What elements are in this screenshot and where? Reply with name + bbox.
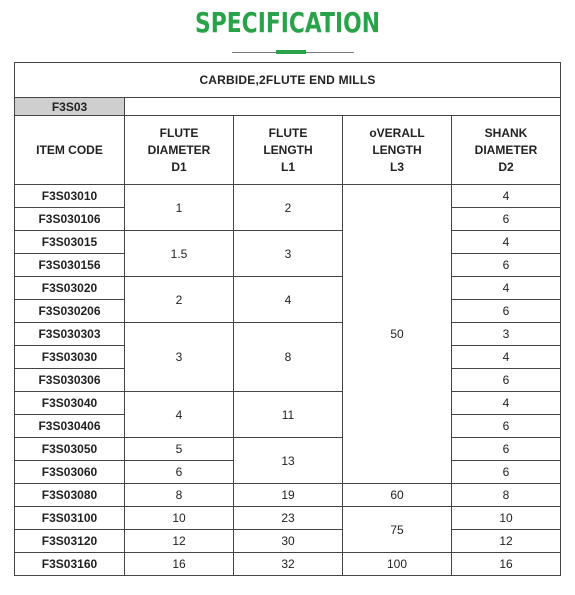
table-title-row bbox=[15, 63, 561, 98]
table-row bbox=[15, 553, 561, 576]
shank-diameter-cell: 6 bbox=[452, 415, 561, 438]
item-code-cell: F3S03060 bbox=[15, 461, 125, 484]
col-header-item-code bbox=[15, 116, 125, 185]
flute-length-cell: 2 bbox=[234, 185, 343, 231]
flute-diameter-cell: 12 bbox=[125, 530, 234, 553]
item-code-cell: F3S03080 bbox=[15, 484, 125, 507]
item-code-cell: F3S03120 bbox=[15, 530, 125, 553]
flute-length-cell: 8 bbox=[234, 323, 343, 392]
spec-table bbox=[14, 62, 561, 576]
shank-diameter-cell: 3 bbox=[452, 323, 561, 346]
shank-diameter-cell: 4 bbox=[452, 392, 561, 415]
table-row bbox=[15, 323, 561, 346]
header-line: L3 bbox=[389, 159, 404, 174]
table-row bbox=[15, 185, 561, 208]
header-line: ITEM CODE bbox=[36, 142, 103, 157]
flute-diameter-cell: 1.5 bbox=[125, 231, 234, 277]
col-header-flute-diameter bbox=[125, 116, 234, 185]
shank-diameter-cell: 6 bbox=[452, 438, 561, 461]
shank-diameter-cell: 6 bbox=[452, 300, 561, 323]
item-code-cell: F3S030306 bbox=[15, 369, 125, 392]
series-row bbox=[15, 98, 561, 116]
header-line: D1 bbox=[171, 159, 187, 174]
heading-divider-left bbox=[232, 52, 276, 53]
flute-diameter-cell: 4 bbox=[125, 392, 234, 438]
flute-diameter-cell: 3 bbox=[125, 323, 234, 392]
series-label: F3S03 bbox=[15, 98, 125, 116]
flute-diameter-cell: 6 bbox=[125, 461, 234, 484]
shank-diameter-cell: 10 bbox=[452, 507, 561, 530]
overall-length-cell: 100 bbox=[343, 553, 452, 576]
flute-diameter-cell: 10 bbox=[125, 507, 234, 530]
header-line: LENGTH bbox=[372, 142, 422, 157]
table-row bbox=[15, 392, 561, 415]
header-line: DIAMETER bbox=[147, 142, 211, 157]
flute-diameter-cell: 5 bbox=[125, 438, 234, 461]
header-line: FLUTE bbox=[268, 125, 308, 140]
header-line: oVERALL bbox=[369, 125, 425, 140]
shank-diameter-cell: 6 bbox=[452, 254, 561, 277]
table-row bbox=[15, 507, 561, 530]
shank-diameter-cell: 4 bbox=[452, 231, 561, 254]
col-header-overall-length bbox=[343, 116, 452, 185]
flute-length-cell: 32 bbox=[234, 553, 343, 576]
overall-length-cell: 50 bbox=[343, 185, 452, 484]
page-heading: SPECIFICATION bbox=[195, 6, 380, 39]
table-row bbox=[15, 231, 561, 254]
flute-length-cell: 3 bbox=[234, 231, 343, 277]
heading-divider-right bbox=[306, 52, 354, 53]
table-row bbox=[15, 530, 561, 553]
shank-diameter-cell: 6 bbox=[452, 208, 561, 231]
flute-diameter-cell: 1 bbox=[125, 185, 234, 231]
table-row bbox=[15, 438, 561, 461]
series-blank bbox=[125, 98, 561, 116]
item-code-cell: F3S03010 bbox=[15, 185, 125, 208]
flute-length-cell: 23 bbox=[234, 507, 343, 530]
item-code-cell: F3S03100 bbox=[15, 507, 125, 530]
flute-length-cell: 13 bbox=[234, 438, 343, 484]
item-code-cell: F3S03050 bbox=[15, 438, 125, 461]
item-code-cell: F3S030303 bbox=[15, 323, 125, 346]
flute-length-cell: 4 bbox=[234, 277, 343, 323]
item-code-cell: F3S03160 bbox=[15, 553, 125, 576]
item-code-cell: F3S030106 bbox=[15, 208, 125, 231]
flute-length-cell: 11 bbox=[234, 392, 343, 438]
col-header-shank-diameter bbox=[452, 116, 561, 185]
shank-diameter-cell: 4 bbox=[452, 185, 561, 208]
table-row bbox=[15, 277, 561, 300]
header-line: LENGTH bbox=[263, 142, 313, 157]
item-code-cell: F3S03030 bbox=[15, 346, 125, 369]
shank-diameter-cell: 12 bbox=[452, 530, 561, 553]
item-code-cell: F3S030206 bbox=[15, 300, 125, 323]
col-header-flute-length bbox=[234, 116, 343, 185]
shank-diameter-cell: 6 bbox=[452, 461, 561, 484]
flute-diameter-cell: 16 bbox=[125, 553, 234, 576]
shank-diameter-cell: 4 bbox=[452, 346, 561, 369]
header-line: SHANK bbox=[484, 125, 528, 140]
heading-divider-accent bbox=[276, 50, 306, 54]
shank-diameter-cell: 4 bbox=[452, 277, 561, 300]
overall-length-cell: 75 bbox=[343, 507, 452, 553]
flute-length-cell: 19 bbox=[234, 484, 343, 507]
table-title: CARBIDE,2FLUTE END MILLS bbox=[15, 63, 561, 98]
header-line: DIAMETER bbox=[474, 142, 538, 157]
flute-diameter-cell: 8 bbox=[125, 484, 234, 507]
header-line: L1 bbox=[280, 159, 295, 174]
item-code-cell: F3S03040 bbox=[15, 392, 125, 415]
item-code-cell: F3S03020 bbox=[15, 277, 125, 300]
item-code-cell: F3S03015 bbox=[15, 231, 125, 254]
item-code-cell: F3S030156 bbox=[15, 254, 125, 277]
header-line: D2 bbox=[498, 159, 514, 174]
shank-diameter-cell: 6 bbox=[452, 369, 561, 392]
column-header-row bbox=[15, 116, 561, 185]
item-code-cell: F3S030406 bbox=[15, 415, 125, 438]
header-line: FLUTE bbox=[159, 125, 199, 140]
flute-diameter-cell: 2 bbox=[125, 277, 234, 323]
overall-length-cell: 60 bbox=[343, 484, 452, 507]
shank-diameter-cell: 8 bbox=[452, 484, 561, 507]
table-row bbox=[15, 484, 561, 507]
flute-length-cell: 30 bbox=[234, 530, 343, 553]
shank-diameter-cell: 16 bbox=[452, 553, 561, 576]
